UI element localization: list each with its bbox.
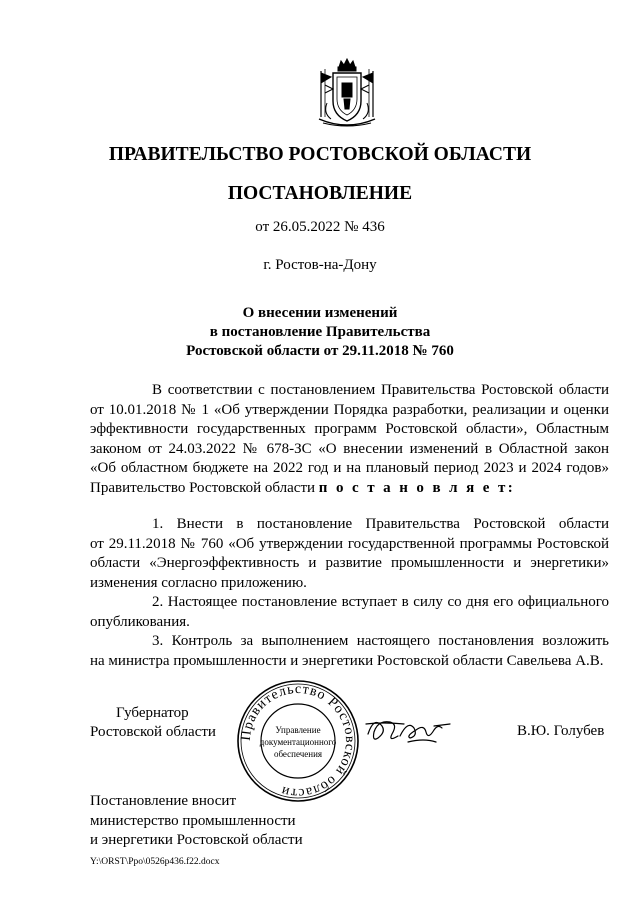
paragraph-line: эффективности государственных программ Ростовской области», Областным <box>90 421 609 438</box>
subject-line: в постановление Правительства <box>209 324 431 340</box>
stamp-center-line: документационного <box>259 737 337 747</box>
document-city: г. Ростов-на-Дону <box>263 257 377 273</box>
submitter-note <box>90 792 303 851</box>
signatory-position <box>90 704 216 742</box>
submitter-line: министерство промышленности <box>90 812 296 829</box>
paragraph-line: области «Энергоэффективность и развитие промышленности и энергетики» <box>90 555 609 572</box>
document-date-number: от 26.05.2022 № 436 <box>255 219 385 235</box>
paragraph-line: В соответствии с постановлением Правительства Ростовской области <box>152 382 609 398</box>
document-subject <box>0 304 640 361</box>
submitter-line: и энергетики Ростовской области <box>90 832 303 849</box>
signatory-name: В.Ю. Голубев <box>517 723 605 739</box>
preamble-government: Правительство Ростовской области <box>90 479 316 496</box>
submitter-line: Постановление вносит <box>90 793 237 809</box>
paragraph-line: опубликования. <box>90 613 190 630</box>
subject-line: Ростовской области от 29.11.2018 № 760 <box>186 343 454 359</box>
paragraph-line: от 29.11.2018 № 760 «Об утверждении государственной программы Ростовской <box>90 535 609 552</box>
handwritten-signature-icon <box>364 712 464 748</box>
subject-line: О внесении изменений <box>242 305 398 321</box>
document-type: ПОСТАНОВЛЕНИЕ <box>227 183 413 204</box>
paragraph-line-last <box>90 479 609 499</box>
preamble-paragraph <box>90 381 609 499</box>
resolution-item-3 <box>90 632 609 671</box>
stamp-center-line: Управление <box>275 725 321 735</box>
paragraph-line: 2. Настоящее постановление вступает в силу со дня его официального <box>152 594 609 610</box>
resolution-item-1 <box>90 515 609 593</box>
signatory-position-line: Губернатор <box>116 705 189 721</box>
paragraph-line: от 10.01.2018 № 1 «Об утверждении Порядка разработки, реализации и оценки <box>90 401 609 418</box>
paragraph-line: изменения согласно приложению. <box>90 574 307 591</box>
organization-title: ПРАВИТЕЛЬСТВО РОСТОВСКОЙ ОБЛАСТИ <box>108 144 532 165</box>
paragraph-line: 1. Внести в постановление Правительства Ростовской области <box>152 516 609 532</box>
paragraph-line: законом от 24.03.2022 № 678-ЗС «О внесении изменений в Областной закон <box>90 440 609 457</box>
resolution-item-2 <box>90 593 609 632</box>
paragraph-line: 3. Контроль за выполнением настоящего постановления возложить <box>152 633 609 649</box>
paragraph-line: «Об областном бюджете на 2022 год и на плановый период 2023 и 2024 годов» <box>90 460 609 477</box>
official-stamp-icon <box>236 679 360 803</box>
file-path: Y:\ORST\Ppo\0526p436.f22.docx <box>90 857 220 867</box>
resolves-keyword: п о с т а н о в л я е т: <box>318 479 516 496</box>
signatory-position-line: Ростовской области <box>90 724 216 740</box>
paragraph-line: на министра промышленности и энергетики Ростовской области Савельева А.В. <box>90 652 604 669</box>
stamp-ring-text: Правительство Ростовской области <box>238 681 358 801</box>
coat-of-arms-icon <box>313 57 381 129</box>
stamp-center-line: обеспечения <box>273 749 323 759</box>
